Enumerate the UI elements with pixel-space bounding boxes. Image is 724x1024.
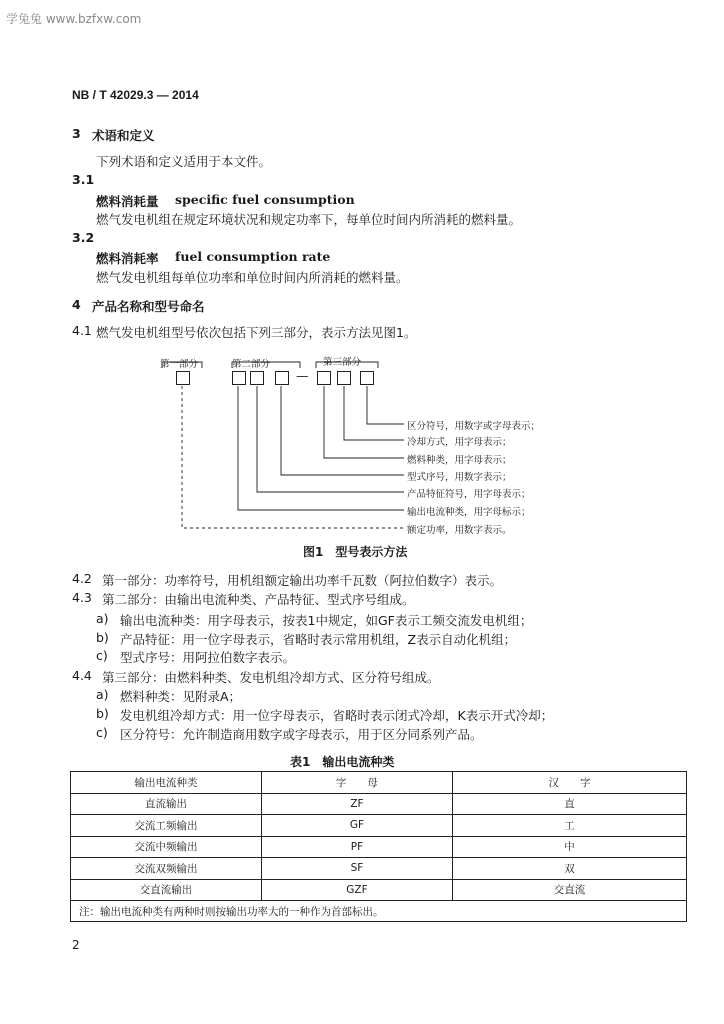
table-row xyxy=(71,815,687,837)
p44-item-b-mark: b) xyxy=(96,706,109,721)
fig-label-distinguish: 区分符号，用数字或字母表示； xyxy=(407,421,541,432)
term1-en: specific fuel consumption xyxy=(175,192,355,207)
section3-intro: 下列术语和定义适用于本文件。 xyxy=(96,154,272,169)
fig-label-serial: 型式序号，用数字表示； xyxy=(407,472,512,483)
p42-number: 4.2 xyxy=(72,571,92,586)
p41-text: 燃气发电机组型号依次包括下列三部分，表示方法见图1。 xyxy=(96,325,417,340)
term2-zh: 燃料消耗率 xyxy=(96,251,159,266)
p44-item-a: 燃料种类：见附录A； xyxy=(120,689,242,704)
p43-item-b: 产品特征：用一位字母表示，省略时表示常用机组，Z表示自动化机组； xyxy=(120,632,517,647)
p44-text: 第三部分：由燃料种类、发电机组冷却方式、区分符号组成。 xyxy=(102,670,440,685)
table-cell: 交直流输出 xyxy=(71,879,262,901)
table-cell: ZF xyxy=(261,793,452,815)
section3-heading: 术语和定义 xyxy=(92,128,155,143)
table-row xyxy=(71,793,687,815)
p43-item-b-mark: b) xyxy=(96,630,109,645)
table-cell: 交流工频输出 xyxy=(71,815,262,837)
figure1-caption: 图1 型号表示方法 xyxy=(303,545,408,559)
table-cell: 中 xyxy=(452,836,686,858)
section4-number: 4 xyxy=(72,297,81,312)
fig-leader-lines xyxy=(170,380,410,540)
p43-item-c-mark: c) xyxy=(96,648,108,663)
p44-item-a-mark: a) xyxy=(96,687,109,702)
p43-number: 4.3 xyxy=(72,590,92,605)
fig-part1-label: 第一部分 xyxy=(160,359,199,370)
p44-item-b: 发电机组冷却方式：用一位字母表示，省略时表示闭式冷却，K表示开式冷却； xyxy=(120,708,554,723)
term1-number: 3.1 xyxy=(72,172,95,187)
table-note-row xyxy=(71,901,687,922)
fig-label-power: 额定功率，用数字表示。 xyxy=(407,525,512,536)
table-cell: SF xyxy=(261,858,452,880)
table-cell: 交直流 xyxy=(452,879,686,901)
watermark: 学兔兔 www.bzfxw.com xyxy=(6,12,142,26)
table-row xyxy=(71,836,687,858)
fig-label-cooling: 冷却方式，用字母表示； xyxy=(407,437,512,448)
term1-zh: 燃料消耗量 xyxy=(96,194,159,209)
table-cell: 工 xyxy=(452,815,686,837)
table-header-type: 输出电流种类 xyxy=(71,772,262,794)
table-cell: 交流双频输出 xyxy=(71,858,262,880)
term2-definition: 燃气发电机组每单位功率和单位时间内所消耗的燃料量。 xyxy=(96,270,409,285)
p44-item-c-mark: c) xyxy=(96,725,108,740)
table-row xyxy=(71,858,687,880)
table-cell: GF xyxy=(261,815,452,837)
table-cell: 直 xyxy=(452,793,686,815)
table1-caption: 表1 输出电流种类 xyxy=(290,755,395,769)
term2-en: fuel consumption rate xyxy=(175,249,331,264)
fig-label-fuel: 燃料种类，用字母表示； xyxy=(407,455,512,466)
p42-text: 第一部分：功率符号，用机组额定输出功率千瓦数（阿拉伯数字）表示。 xyxy=(102,573,503,588)
p44-item-c: 区分符号：允许制造商用数字或字母表示，用于区分同系列产品。 xyxy=(120,727,483,742)
fig-dash: — xyxy=(296,368,309,383)
table-row xyxy=(71,879,687,901)
table-header-letter: 字 母 xyxy=(261,772,452,794)
standard-number: NB / T 42029.3 — 2014 xyxy=(72,88,199,102)
p43-item-c: 型式序号：用阿拉伯数字表示。 xyxy=(120,650,296,665)
section4-heading: 产品名称和型号命名 xyxy=(92,299,205,314)
page-number: 2 xyxy=(72,938,80,952)
term2-number: 3.2 xyxy=(72,230,95,245)
p43-item-a-mark: a) xyxy=(96,611,109,626)
table-cell: 直流输出 xyxy=(71,793,262,815)
p44-number: 4.4 xyxy=(72,668,92,683)
section3-number: 3 xyxy=(72,126,81,141)
p41-number: 4.1 xyxy=(72,323,92,338)
table-cell: GZF xyxy=(261,879,452,901)
term1-definition: 燃气发电机组在规定环境状况和规定功率下，每单位时间内所消耗的燃料量。 xyxy=(96,212,522,227)
table-cell: PF xyxy=(261,836,452,858)
fig-part2-label: 第二部分 xyxy=(232,359,271,370)
fig-label-feature: 产品特征符号，用字母表示； xyxy=(407,489,531,500)
p43-text: 第二部分：由输出电流种类、产品特征、型式序号组成。 xyxy=(102,592,415,607)
table-header-row xyxy=(71,772,687,794)
fig-part3-label: 第三部分 xyxy=(323,357,362,368)
p43-item-a: 输出电流种类：用字母表示，按表1中规定，如GF表示工频交流发电机组； xyxy=(120,613,533,628)
fig-label-current: 输出电流种类，用字母标示； xyxy=(407,507,531,518)
table-cell: 交流中频输出 xyxy=(71,836,262,858)
table-header-chinese: 汉 字 xyxy=(452,772,686,794)
table-note: 注：输出电流种类有两种时则按输出功率大的一种作为首部标出。 xyxy=(71,901,687,922)
table-cell: 双 xyxy=(452,858,686,880)
current-type-table xyxy=(70,771,687,922)
